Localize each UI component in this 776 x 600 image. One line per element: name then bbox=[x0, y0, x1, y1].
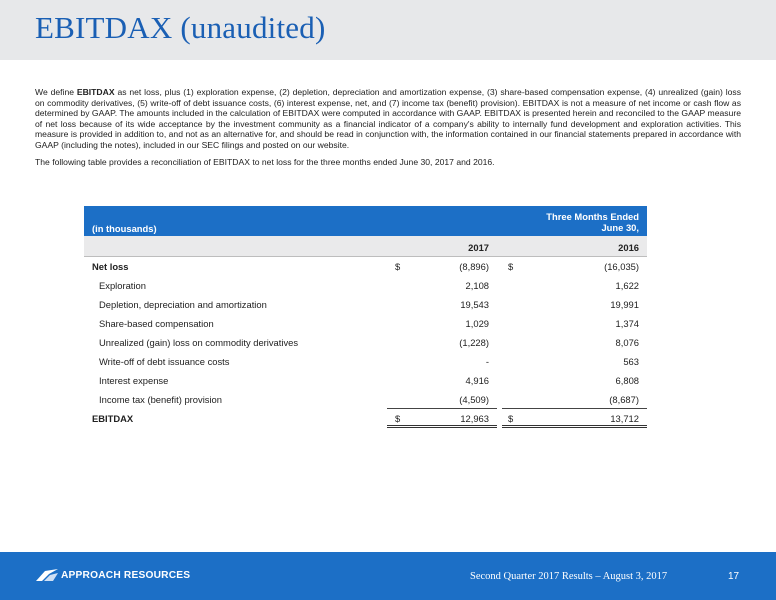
value-2017: (1,228) bbox=[459, 337, 489, 348]
row-label: Interest expense bbox=[99, 375, 169, 386]
value-2016: 19,991 bbox=[610, 299, 639, 310]
page-title: EBITDAX (unaudited) bbox=[35, 10, 326, 45]
company-name: APPROACH RESOURCES bbox=[61, 570, 191, 581]
table-row bbox=[84, 390, 647, 409]
value-2017: 12,963 bbox=[460, 413, 489, 424]
table-row bbox=[84, 276, 647, 295]
row-label: Depletion, depreciation and amortization bbox=[99, 299, 267, 310]
table-header bbox=[84, 206, 647, 236]
ebitdax-table bbox=[84, 206, 647, 428]
value-2017: 2,108 bbox=[465, 280, 489, 291]
year-2016: 2016 bbox=[618, 242, 639, 253]
total-rule-2017-second bbox=[387, 427, 497, 428]
row-label: EBITDAX bbox=[92, 413, 134, 424]
approach-logo-icon bbox=[36, 569, 58, 581]
row-label: Income tax (benefit) provision bbox=[99, 394, 222, 405]
table-row bbox=[84, 352, 647, 371]
table-row bbox=[84, 314, 647, 333]
period-line-1: Three Months Ended bbox=[546, 211, 639, 222]
table-row bbox=[84, 257, 647, 276]
intro-prefix: We define bbox=[35, 87, 77, 97]
total-rule-2017 bbox=[387, 425, 497, 426]
value-2016: 8,076 bbox=[615, 337, 639, 348]
value-2016: (16,035) bbox=[604, 261, 639, 272]
value-2017: 19,543 bbox=[460, 299, 489, 310]
row-label: Share-based compensation bbox=[99, 318, 214, 329]
value-2017: - bbox=[485, 356, 489, 367]
table-row bbox=[84, 371, 647, 390]
currency-2017: $ bbox=[395, 413, 401, 424]
currency-2016: $ bbox=[508, 261, 514, 272]
intro-body: as net loss, plus (1) exploration expense, (2) depletion, depreciation and amortization expense, (3) share-based compensation expense, (4) unrealized (gain) loss on commodity derivatives, (5) write-off of debt issuance costs, (6) interest expense, net, and (7) income tax (benefit) provision). EBITDAX is not a measure of net income or cash flow as determined by GAAP. The amounts included in the calculation of EBITDAX were computed in accordance with GAAP. EBITDAX is presented herein and reconciled to the GAAP measure of net loss because of its wide acceptance by the investment community as a financial indicator of a company's ability to internally fund development and exploration activities. This measure is provided in addition to, and not as an alternative for, and should be read in conjunction with, the information contained in our financial statements prepared in accordance with GAAP (including the notes), included in our SEC filings and posted on our website. bbox=[35, 87, 741, 150]
row-label: Unrealized (gain) loss on commodity derivatives bbox=[99, 337, 299, 348]
intro-paragraph bbox=[35, 87, 741, 150]
units-label: (in thousands) bbox=[92, 223, 157, 234]
value-2017: 4,916 bbox=[465, 375, 489, 386]
subtotal-rule-2016 bbox=[502, 408, 647, 409]
subtotal-rule-2017 bbox=[387, 408, 497, 409]
value-2016: 13,712 bbox=[610, 413, 639, 424]
value-2016: 6,808 bbox=[615, 375, 639, 386]
footer-caption: Second Quarter 2017 Results – August 3, 2017 bbox=[470, 571, 668, 582]
value-2017: (8,896) bbox=[459, 261, 489, 272]
value-2016: (8,687) bbox=[609, 394, 639, 405]
currency-2016: $ bbox=[508, 413, 514, 424]
value-2016: 1,622 bbox=[615, 280, 639, 291]
total-rule-2016 bbox=[502, 425, 647, 426]
value-2017: (4,509) bbox=[459, 394, 489, 405]
value-2016: 1,374 bbox=[615, 318, 639, 329]
period-line-2: June 30, bbox=[601, 222, 639, 233]
row-label: Exploration bbox=[99, 280, 146, 291]
year-header-row bbox=[84, 236, 647, 257]
value-2016: 563 bbox=[623, 356, 639, 367]
period-header bbox=[546, 211, 639, 233]
table-row bbox=[84, 333, 647, 352]
value-2017: 1,029 bbox=[465, 318, 489, 329]
currency-2017: $ bbox=[395, 261, 401, 272]
intro-term: EBITDAX bbox=[76, 87, 115, 97]
table-row bbox=[84, 295, 647, 314]
total-rule-2016-second bbox=[502, 427, 647, 428]
intro-second-paragraph: The following table provides a reconciliation of EBITDAX to net loss for the three months ended June 30, 2017 and 2016. bbox=[35, 157, 495, 167]
year-2017: 2017 bbox=[468, 242, 489, 253]
row-label: Net loss bbox=[92, 261, 129, 272]
row-label: Write-off of debt issuance costs bbox=[99, 356, 230, 367]
page-number: 17 bbox=[728, 571, 740, 582]
